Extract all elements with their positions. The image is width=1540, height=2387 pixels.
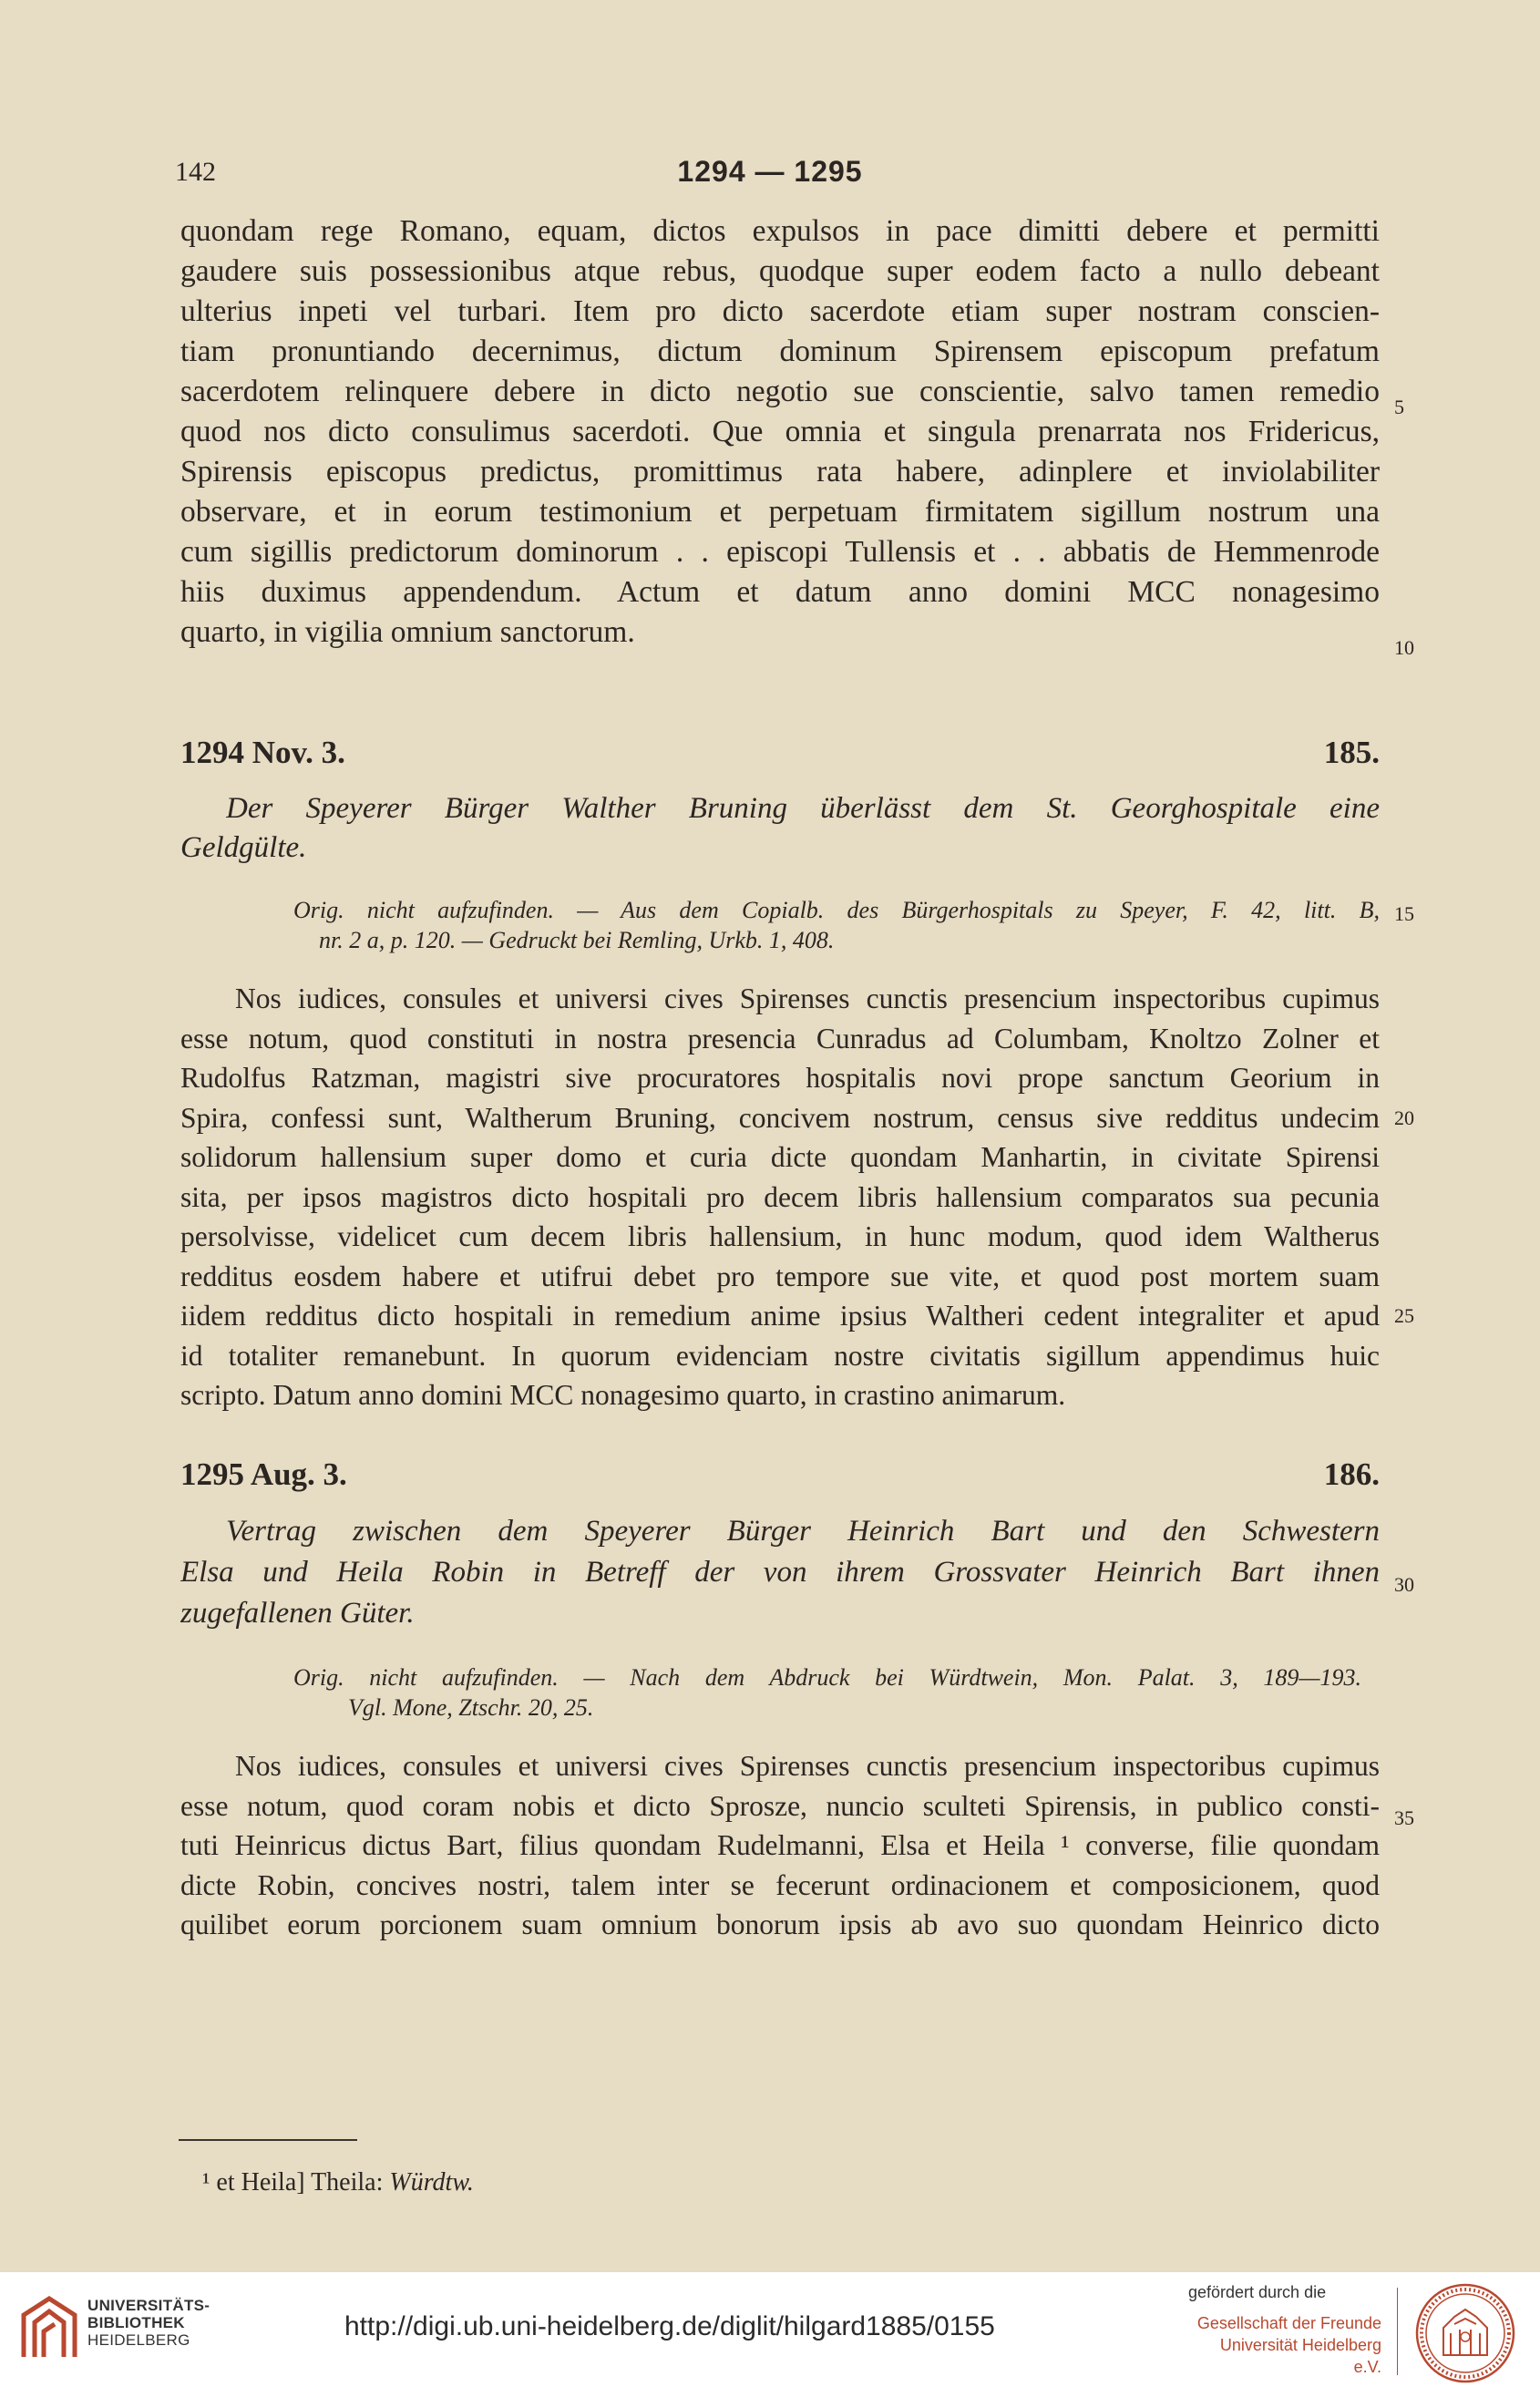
text-line: quod nos dicto consulimus sacerdoti. Que omnia et singula prenarrata nos Fridericus, [180,415,1380,448]
charter-number: 185. [1323,735,1380,770]
text-line: sita, per ipsos magistros dicto hospitali pro decem libris hallensium comparatos sua pecunia [180,1180,1380,1213]
library-name-line: HEIDELBERG [87,2331,190,2349]
charter-number: 186. [1323,1456,1380,1492]
footer-divider [1397,2288,1398,2375]
text-line: Spirensis episcopus predictus, promittimus rata habere, adinplere et inviolabiliter [180,455,1380,489]
charter-186-text [180,1746,1380,1945]
footnote [202,2168,474,2197]
text-line: redditus eosdem habere et utifrui debet pro tempore sue vite, et quod post mortem suam [180,1260,1380,1292]
source-line: Vgl. Mone, Ztschr. 20, 25. [348,1694,594,1721]
text-line: dicte Robin, concives nostri, talem inter se fecerunt ordinacionem et composicionem, quod [180,1868,1380,1901]
charter-186-source [293,1662,1380,1723]
charter-date: 1294 Nov. 3. [180,735,345,770]
line-number: 5 [1394,396,1404,418]
source-line: Orig. nicht aufzufinden. — Aus dem Copialb. des Bürgerhospitals zu Speyer, F. 42, litt. B, [293,897,1380,923]
society-name-line: Universität Heidelberg e.V. [1219,2336,1381,2376]
society-name-line: Gesellschaft der Freunde [1196,2314,1381,2332]
summary-line: Geldgülte. [180,831,307,864]
university-seal-icon [1414,2282,1516,2384]
text-line: hiis duximus appendendum. Actum et datum anno domini MCC nonagesimo [180,575,1380,609]
charter-186-summary [180,1511,1380,1634]
text-line: sacerdotem relinquere debere in dicto negotio sue conscientie, salvo tamen remedio [180,375,1380,408]
text-line: Rudolfus Ratzman, magistri sive procuratores hospitalis novi prope sanctum Georium in [180,1062,1380,1094]
line-number: 25 [1394,1304,1414,1327]
line-number: 35 [1394,1806,1414,1829]
charter-date: 1295 Aug. 3. [180,1456,347,1492]
summary-line: Vertrag zwischen dem Speyerer Bürger Heinrich Bart und den Schwestern [226,1515,1380,1548]
line-number: 30 [1394,1573,1414,1596]
line-number: 10 [1394,636,1414,659]
running-head: 1294 — 1295 [677,155,863,188]
source-line: nr. 2 a, p. 120. — Gedruckt bei Remling, Urkb. 1, 408. [319,927,835,953]
footnote-marker: ¹ [202,2168,210,2197]
source-line: Orig. nicht aufzufinden. — Nach dem Abdruck bei Würdtwein, Mon. Palat. 3, 189—193. [293,1664,1361,1691]
text-line: quilibet eorum porcionem suam omnium bonorum ipsis ab avo suo quondam Heinrico dicto [180,1909,1380,1940]
text-line: iidem redditus dicto hospitali in remedium anime ipsius Waltheri cedent integraliter et apud [180,1300,1380,1332]
text-line: ulterius inpeti vel turbari. Item pro dicto sacerdote etiam super nostram conscien- [180,294,1380,328]
line-number: 20 [1394,1106,1414,1129]
library-logo-icon [18,2293,80,2362]
summary-line: Der Speyerer Bürger Walther Bruning überlässt dem St. Georghospitale eine [226,792,1380,825]
text-line: cum sigillis predictorum dominorum . . episcopi Tullensis et . . abbatis de Hemmenrode [180,535,1380,569]
society-name [1188,2312,1381,2378]
charter-185-source [293,895,1380,955]
text-line: id totaliter remanebunt. In quorum evidenciam nostre civitatis sigillum appendimus huic [180,1339,1380,1372]
text-line: quarto, in vigilia omnium sanctorum. [180,615,635,649]
funded-by-label: gefördert durch die [1188,2283,1327,2301]
footnote-text: et Heila] Theila: [216,2168,384,2197]
text-line: Nos iudices, consules et universi cives Spirenses cunctis presencium inspectoribus cupimus [235,1750,1380,1782]
text-line: observare, et in eorum testimonium et perpetuam firmitatem sigillum nostrum una [180,495,1380,529]
text-line: scripto. Datum anno domini MCC nonagesimo quarto, in crastino animarum. [180,1379,1066,1411]
charter-185-summary [180,789,1380,868]
summary-line: Elsa und Heila Robin in Betreff der von ihrem Grossvater Heinrich Bart ihnen [180,1556,1380,1589]
page-number: 142 [175,157,216,187]
library-name-line: BIBLIOTHEK [87,2314,185,2331]
continuation-text [180,211,1380,653]
permalink-url[interactable]: http://digi.ub.uni-heidelberg.de/diglit/hilgard1885/0155 [344,2311,995,2341]
summary-line: zugefallenen Güter. [180,1597,415,1630]
charter-185-text [180,979,1380,1415]
text-line: tiam pronuntiando decernimus, dictum dominum Spirensem episcopum prefatum [180,334,1380,368]
text-line: Spira, confessi sunt, Waltherum Bruning, concivem nostrum, census sive redditus undecim [180,1101,1380,1134]
text-line: persolvisse, videlicet cum decem libris hallensium, in hunc modum, quod idem Waltherus [180,1220,1380,1252]
text-line: solidorum hallensium super domo et curia dicte quondam Manhartin, in civitate Spirensi [180,1141,1380,1173]
text-line: esse notum, quod constituti in nostra presencia Cunradus ad Columbam, Knoltzo Zolner et [180,1022,1380,1055]
text-line: tuti Heinricus dictus Bart, filius quondam Rudelmanni, Elsa et Heila ¹ converse, filie quondam [180,1829,1380,1861]
text-line: gaudere suis possessionibus atque rebus, quodque super eodem facto a nullo debeant [180,254,1380,288]
line-number: 15 [1394,902,1414,925]
text-line: Nos iudices, consules et universi cives Spirenses cunctis presencium inspectoribus cupimus [235,983,1380,1014]
library-name [87,2297,210,2349]
text-line: esse notum, quod coram nobis et dicto Sprosze, nuncio sculteti Spirensis, in publico consti- [180,1789,1380,1822]
library-name-line: UNIVERSITÄTS- [87,2297,210,2314]
text-line: quondam rege Romano, equam, dictos expulsos in pace dimitti debere et permitti [180,214,1380,248]
footnote-rule [179,2139,357,2141]
footnote-source: Würdtw. [389,2168,474,2197]
